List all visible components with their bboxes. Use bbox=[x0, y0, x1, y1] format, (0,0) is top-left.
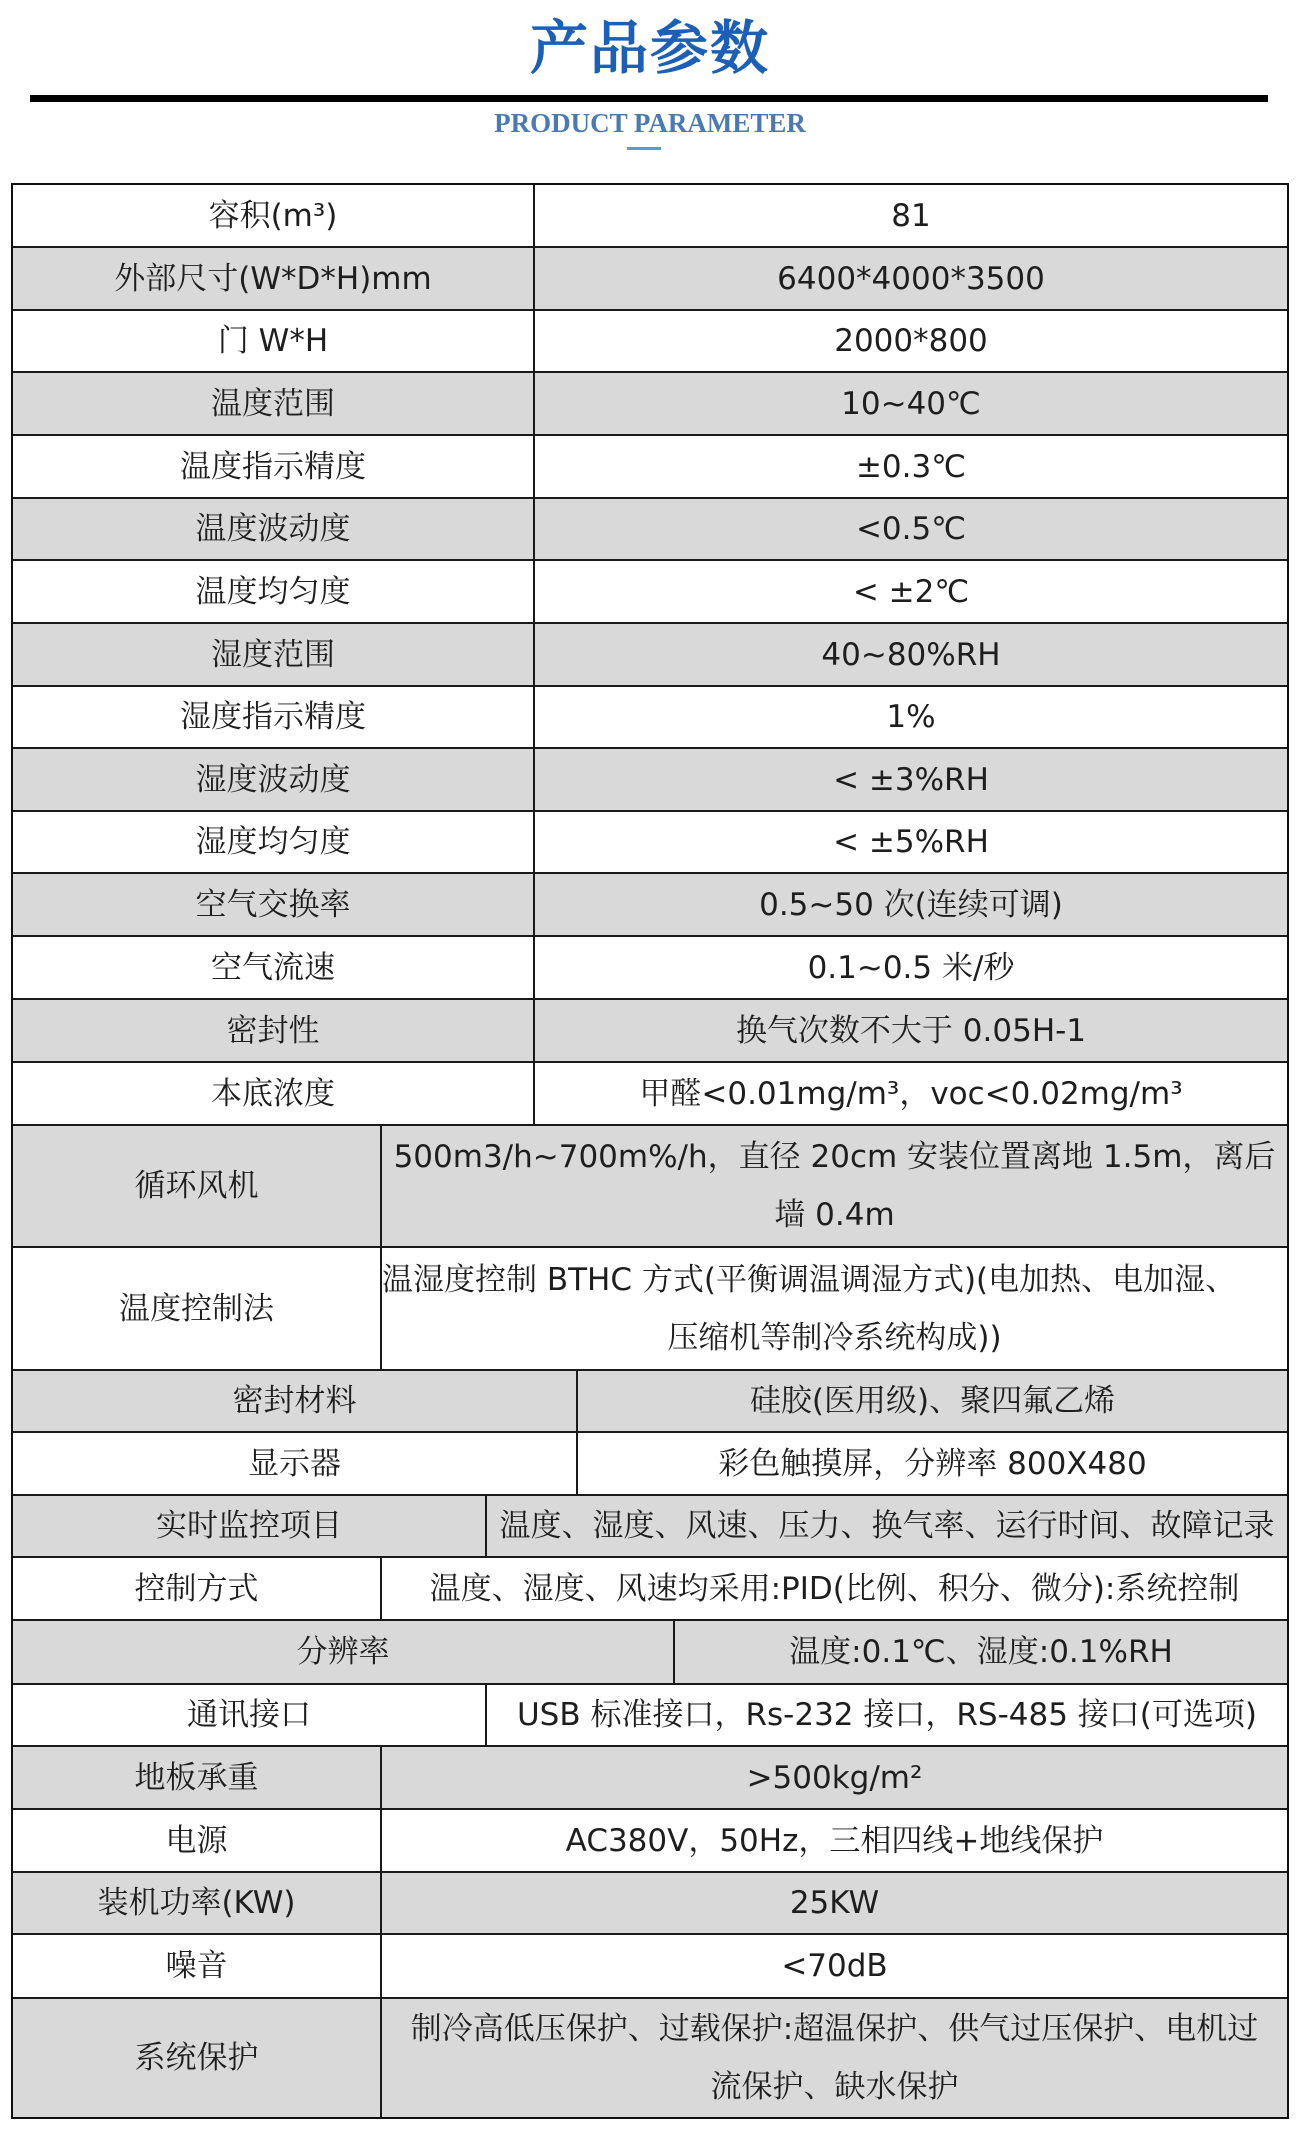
param-name: 电源 bbox=[13, 1810, 382, 1871]
param-name: 温度波动度 bbox=[13, 499, 535, 559]
product-parameter-table bbox=[11, 183, 1289, 2119]
param-name: 温度均匀度 bbox=[13, 561, 535, 622]
param-name: 本底浓度 bbox=[13, 1063, 535, 1124]
param-value: 25KW bbox=[789, 1885, 880, 1921]
param-name: 外部尺寸(W*D*H)mm bbox=[13, 248, 535, 309]
param-value: AC380V，50Hz，三相四线+地线保护 bbox=[565, 1822, 1104, 1859]
param-value: ±0.3℃ bbox=[855, 448, 967, 485]
table-row bbox=[13, 1248, 1287, 1371]
param-value: 换气次数不大于 0.05H-1 bbox=[735, 1012, 1087, 1049]
param-value: 6400*4000*3500 bbox=[777, 260, 1045, 297]
param-value: < ±2℃ bbox=[852, 573, 970, 610]
subtitle-accent-bar bbox=[627, 147, 661, 150]
param-value: < ±5%RH bbox=[833, 824, 989, 860]
param-value: 温湿度控制 BTHC 方式(平衡调温调湿方式)(电加热、电加湿、 压缩机等制冷系统构成)) bbox=[382, 1261, 1237, 1356]
param-name: 装机功率(KW) bbox=[13, 1873, 382, 1933]
table-row bbox=[13, 1810, 1287, 1873]
param-value: 1% bbox=[886, 699, 936, 735]
param-value: 制冷高低压保护、过载保护:超温保护、供气过压保护、电机过 流保护、缺水保护 bbox=[410, 2011, 1259, 2105]
param-value: 温度、湿度、风速、压力、换气率、运行时间、故障记录 bbox=[499, 1508, 1275, 1544]
param-name: 显示器 bbox=[13, 1433, 578, 1494]
param-value: 2000*800 bbox=[834, 323, 988, 359]
param-value: 500m3/h~700m%/h，直径 20cm 安装位置离地 1.5m，离后 墙 0.4m bbox=[393, 1139, 1276, 1233]
param-name: 通讯接口 bbox=[13, 1685, 487, 1745]
table-row bbox=[13, 749, 1287, 812]
param-name: 地板承重 bbox=[13, 1747, 382, 1808]
param-name: 湿度指示精度 bbox=[13, 687, 535, 747]
table-row bbox=[13, 499, 1287, 561]
title-divider bbox=[30, 95, 1268, 102]
param-name: 容积(m³) bbox=[13, 185, 535, 246]
param-value: 10~40℃ bbox=[841, 385, 981, 422]
param-name: 温度范围 bbox=[13, 373, 535, 434]
param-name: 空气交换率 bbox=[13, 874, 535, 935]
param-value: >500kg/m² bbox=[746, 1759, 923, 1796]
table-row bbox=[13, 812, 1287, 874]
param-value: <0.5℃ bbox=[855, 511, 967, 547]
param-name: 控制方式 bbox=[13, 1558, 382, 1619]
param-value: 温度、湿度、风速均采用:PID(比例、积分、微分):系统控制 bbox=[429, 1570, 1240, 1607]
param-name: 分辨率 bbox=[13, 1621, 675, 1683]
table-row bbox=[13, 561, 1287, 624]
param-value: USB 标准接口，Rs-232 接口，RS-485 接口(可选项) bbox=[516, 1697, 1257, 1733]
table-row bbox=[13, 1371, 1287, 1433]
param-value: 温度:0.1℃、湿度:0.1%RH bbox=[789, 1634, 1173, 1670]
table-row bbox=[13, 1063, 1287, 1126]
param-value: 0.5~50 次(连续可调) bbox=[759, 886, 1063, 923]
param-name: 门 W*H bbox=[13, 311, 535, 371]
param-value: < ±3%RH bbox=[833, 761, 989, 798]
param-name: 循环风机 bbox=[13, 1126, 382, 1246]
table-row bbox=[13, 373, 1287, 436]
table-row bbox=[13, 1999, 1287, 2117]
param-value: 彩色触摸屏，分辨率 800X480 bbox=[718, 1445, 1147, 1482]
table-row bbox=[13, 1000, 1287, 1063]
param-name: 温度指示精度 bbox=[13, 436, 535, 497]
table-row bbox=[13, 937, 1287, 1000]
table-row bbox=[13, 1621, 1287, 1685]
param-name: 实时监控项目 bbox=[13, 1496, 487, 1556]
param-name: 噪音 bbox=[13, 1935, 382, 1997]
table-row bbox=[13, 248, 1287, 311]
param-name: 密封材料 bbox=[13, 1371, 578, 1431]
table-row bbox=[13, 1747, 1287, 1810]
table-row bbox=[13, 1685, 1287, 1747]
table-row bbox=[13, 1126, 1287, 1248]
table-row bbox=[13, 436, 1287, 499]
param-name: 系统保护 bbox=[13, 1999, 382, 2117]
table-row bbox=[13, 1496, 1287, 1558]
table-row bbox=[13, 311, 1287, 373]
param-name: 温度控制法 bbox=[13, 1248, 382, 1369]
table-row bbox=[13, 624, 1287, 687]
param-value: 0.1~0.5 米/秒 bbox=[807, 949, 1015, 986]
param-name: 空气流速 bbox=[13, 937, 535, 998]
page-title: 产品参数 bbox=[529, 14, 770, 82]
param-value: 甲醛<0.01mg/m³，voc<0.02mg/m³ bbox=[639, 1075, 1183, 1112]
param-value: 81 bbox=[891, 197, 931, 234]
table-row bbox=[13, 1935, 1287, 1999]
param-value: 40~80%RH bbox=[821, 636, 1001, 673]
param-value: <70dB bbox=[781, 1948, 888, 1984]
param-name: 密封性 bbox=[13, 1000, 535, 1061]
table-row bbox=[13, 874, 1287, 937]
param-name: 湿度波动度 bbox=[13, 749, 535, 810]
table-row bbox=[13, 1873, 1287, 1935]
table-row bbox=[13, 185, 1287, 248]
table-row bbox=[13, 1433, 1287, 1496]
page-subtitle: PRODUCT PARAMETER bbox=[494, 108, 806, 138]
param-value: 硅胶(医用级)、聚四氟乙烯 bbox=[749, 1383, 1116, 1419]
param-name: 湿度范围 bbox=[13, 624, 535, 685]
table-row bbox=[13, 1558, 1287, 1621]
table-row bbox=[13, 687, 1287, 749]
param-name: 湿度均匀度 bbox=[13, 812, 535, 872]
